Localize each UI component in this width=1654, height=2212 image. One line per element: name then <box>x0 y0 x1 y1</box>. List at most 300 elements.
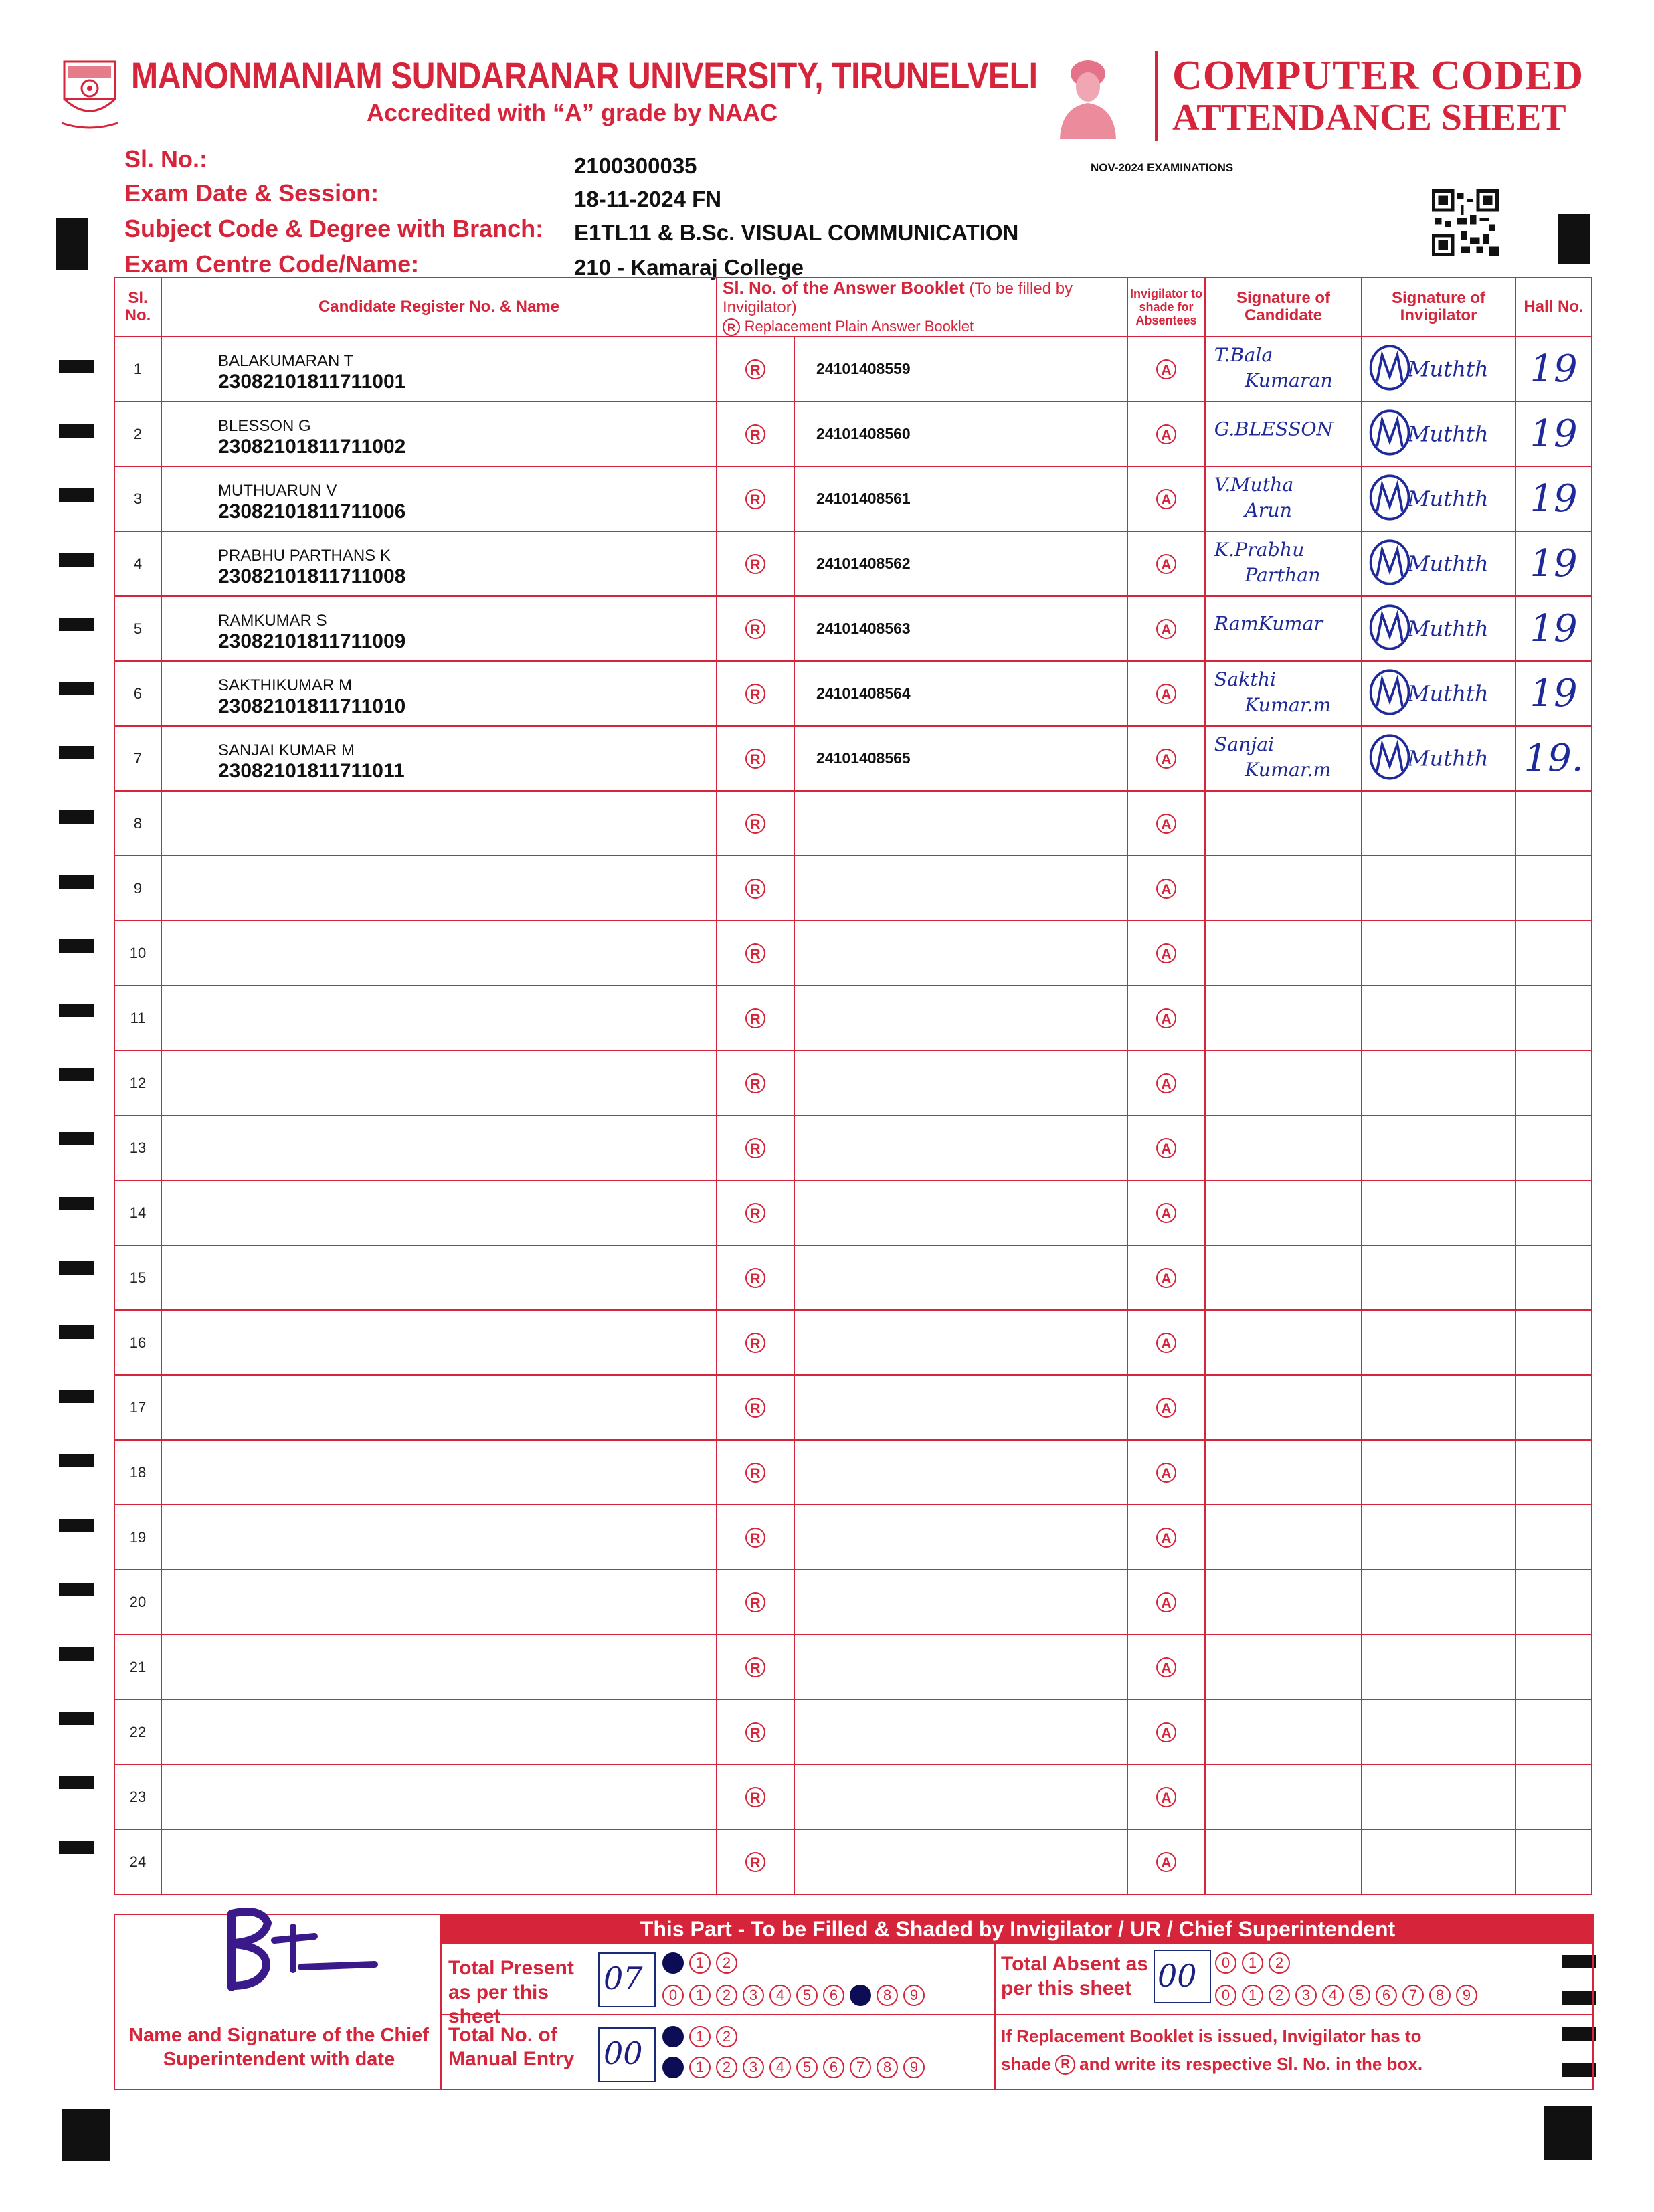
answer-booklet-number[interactable] <box>794 1505 1127 1570</box>
replacement-r-bubble[interactable]: R <box>745 1463 765 1483</box>
absentee-a-bubble[interactable]: A <box>1156 1528 1176 1548</box>
replacement-bubble-cell[interactable] <box>717 856 794 921</box>
hall-number-cell[interactable] <box>1515 466 1592 531</box>
answer-booklet-number[interactable] <box>794 1375 1127 1440</box>
replacement-bubble-cell[interactable] <box>717 921 794 986</box>
absentee-a-bubble[interactable]: A <box>1156 1657 1176 1677</box>
hall-number: 19 <box>1530 607 1578 650</box>
candidate-signature-cell[interactable] <box>1205 921 1362 986</box>
sheet-title-line2: ATTENDANCE SHEET <box>1172 97 1566 139</box>
total-absent-tens-bubbles[interactable] <box>1215 1952 1290 1974</box>
absentee-a-bubble[interactable]: A <box>1156 619 1176 639</box>
invigilator-signature-cell[interactable] <box>1362 1050 1515 1115</box>
absentee-bubble-cell[interactable] <box>1127 1375 1205 1440</box>
digit-bubble[interactable]: 9 <box>1456 1985 1477 2006</box>
absentee-a-bubble[interactable]: A <box>1156 1592 1176 1612</box>
absentee-bubble-cell[interactable] <box>1127 921 1205 986</box>
booklet-header-main: Sl. No. of the Answer Booklet <box>723 278 965 298</box>
absentee-a-bubble[interactable]: A <box>1156 1203 1176 1223</box>
hall-number-cell[interactable] <box>1515 1570 1592 1635</box>
timing-mark <box>59 1647 94 1661</box>
absentee-a-bubble[interactable]: A <box>1156 943 1176 963</box>
hall-number-cell[interactable] <box>1515 1050 1592 1115</box>
timing-mark <box>59 1519 94 1532</box>
hall-number-cell[interactable] <box>1515 1505 1592 1570</box>
answer-booklet-number[interactable] <box>794 1310 1127 1375</box>
hall-number-cell[interactable] <box>1515 661 1592 726</box>
hall-number-cell[interactable] <box>1515 726 1592 791</box>
candidate-signature-cell[interactable] <box>1205 1180 1362 1245</box>
invigilator-signature-cell[interactable] <box>1362 661 1515 726</box>
invigilator-signature-cell[interactable] <box>1362 1505 1515 1570</box>
absentee-a-bubble[interactable]: A <box>1156 1268 1176 1288</box>
hall-number-cell[interactable] <box>1515 1699 1592 1764</box>
hall-number-cell[interactable] <box>1515 856 1592 921</box>
absentee-a-bubble[interactable]: A <box>1156 1398 1176 1418</box>
candidate-signature-cell[interactable] <box>1205 1375 1362 1440</box>
digit-bubble[interactable]: 2 <box>716 1985 737 2006</box>
hall-number-cell[interactable] <box>1515 1764 1592 1829</box>
candidate-signature-cell[interactable] <box>1205 1050 1362 1115</box>
replacement-r-bubble[interactable]: R <box>745 1268 765 1288</box>
manual-entry-tens-bubbles[interactable] <box>662 2026 737 2047</box>
replacement-r-bubble[interactable]: R <box>745 879 765 899</box>
invigilator-signature-cell[interactable] <box>1362 1764 1515 1829</box>
hall-number-cell[interactable] <box>1515 1375 1592 1440</box>
invigilator-signature-cell[interactable] <box>1362 1829 1515 1894</box>
digit-bubble[interactable]: 6 <box>823 1985 844 2006</box>
invigilator-signature-cell[interactable] <box>1362 466 1515 531</box>
replacement-r-bubble[interactable]: R <box>745 489 765 509</box>
absentee-bubble-cell[interactable] <box>1127 1505 1205 1570</box>
hall-number-cell[interactable] <box>1515 401 1592 466</box>
absentee-bubble-cell[interactable] <box>1127 337 1205 401</box>
svg-text:Sanjai: Sanjai <box>1214 733 1275 755</box>
invigilator-signature-cell[interactable] <box>1362 1699 1515 1764</box>
absentee-a-bubble[interactable]: A <box>1156 684 1176 704</box>
svg-text:Sakthi: Sakthi <box>1214 668 1277 690</box>
replacement-bubble-cell[interactable] <box>717 726 794 791</box>
hall-number-cell[interactable] <box>1515 986 1592 1050</box>
hall-number-cell[interactable] <box>1515 337 1592 401</box>
replacement-r-bubble[interactable]: R <box>745 359 765 379</box>
absentee-a-bubble[interactable]: A <box>1156 359 1176 379</box>
candidate-cell <box>161 1635 717 1699</box>
answer-booklet-number[interactable]: 24101408562 <box>794 531 1127 596</box>
absentee-bubble-cell[interactable] <box>1127 1440 1205 1505</box>
row-sl-number: 7 <box>114 726 161 791</box>
total-present-tens-bubbles[interactable] <box>662 1952 737 1974</box>
candidate-signature-cell[interactable] <box>1205 596 1362 661</box>
digit-bubble[interactable]: 2 <box>716 2057 737 2078</box>
digit-bubble[interactable]: 3 <box>743 1985 764 2006</box>
answer-booklet-number[interactable]: 24101408561 <box>794 466 1127 531</box>
digit-bubble[interactable]: 0 <box>662 2057 684 2078</box>
invigilator-signature <box>1362 467 1515 527</box>
absentee-a-bubble[interactable]: A <box>1156 1008 1176 1028</box>
candidate-register-number: 23082101811711011 <box>218 759 405 782</box>
replacement-bubble-cell[interactable] <box>717 1245 794 1310</box>
absentee-a-bubble[interactable]: A <box>1156 814 1176 834</box>
candidate-signature-cell[interactable] <box>1205 1570 1362 1635</box>
invigilator-signature-cell[interactable] <box>1362 401 1515 466</box>
timing-mark <box>59 1841 94 1854</box>
absentee-a-bubble[interactable]: A <box>1156 1787 1176 1807</box>
replacement-r-bubble[interactable]: R <box>745 1073 765 1093</box>
hall-number-cell[interactable] <box>1515 596 1592 661</box>
absentee-a-bubble[interactable]: A <box>1156 749 1176 769</box>
replacement-r-bubble[interactable]: R <box>745 1138 765 1158</box>
digit-bubble[interactable]: 5 <box>1349 1985 1370 2006</box>
candidate-name: RAMKUMAR S <box>218 611 327 630</box>
booklet-header-sub: Replacement Plain Answer Booklet <box>744 318 974 335</box>
candidate-cell <box>161 986 717 1050</box>
absentee-a-bubble[interactable]: A <box>1156 1852 1176 1872</box>
row-sl-number: 3 <box>114 466 161 531</box>
absentee-a-bubble[interactable]: A <box>1156 1333 1176 1353</box>
candidate-cell <box>161 1310 717 1375</box>
replacement-r-bubble[interactable]: R <box>745 1657 765 1677</box>
invigilator-signature-cell[interactable] <box>1362 1570 1515 1635</box>
absentee-bubble-cell[interactable] <box>1127 466 1205 531</box>
hall-number-cell[interactable] <box>1515 921 1592 986</box>
digit-bubble[interactable]: 9 <box>903 1985 925 2006</box>
invigilator-signature-cell[interactable] <box>1362 1310 1515 1375</box>
digit-bubble[interactable]: 7 <box>850 1985 871 2006</box>
replacement-bubble-cell[interactable] <box>717 1570 794 1635</box>
table-row <box>114 1570 1592 1635</box>
hall-number-cell[interactable] <box>1515 1635 1592 1699</box>
answer-booklet-number[interactable]: 24101408564 <box>794 661 1127 726</box>
hall-number-cell[interactable] <box>1515 1115 1592 1180</box>
hall-number-cell[interactable] <box>1515 1829 1592 1894</box>
hall-number-cell[interactable] <box>1515 1245 1592 1310</box>
answer-booklet-number[interactable] <box>794 1699 1127 1764</box>
candidate-signature-cell[interactable] <box>1205 1505 1362 1570</box>
digit-bubble[interactable]: 2 <box>1269 1952 1290 1974</box>
answer-booklet-number[interactable]: 24101408560 <box>794 401 1127 466</box>
timing-mark <box>59 875 94 889</box>
candidate-signature <box>1206 727 1361 787</box>
table-row <box>114 986 1592 1050</box>
answer-booklet-number[interactable]: 24101408563 <box>794 596 1127 661</box>
svg-text:Kumaran: Kumaran <box>1245 369 1333 391</box>
row-sl-number: 18 <box>114 1440 161 1505</box>
invigilator-signature-cell[interactable] <box>1362 531 1515 596</box>
svg-text:Muthth: Muthth <box>1407 680 1489 707</box>
digit-bubble[interactable]: 8 <box>877 1985 898 2006</box>
replacement-bubble-cell[interactable] <box>717 531 794 596</box>
replacement-r-bubble[interactable]: R <box>745 1852 765 1872</box>
absentee-a-bubble[interactable]: A <box>1156 1138 1176 1158</box>
absentee-bubble-cell[interactable] <box>1127 726 1205 791</box>
absentee-bubble-cell[interactable] <box>1127 1570 1205 1635</box>
invigilator-signature-cell[interactable] <box>1362 1245 1515 1310</box>
digit-bubble[interactable]: 0 <box>1215 1952 1236 1974</box>
replacement-bubble-cell[interactable] <box>717 1310 794 1375</box>
replacement-bubble-cell[interactable] <box>717 1505 794 1570</box>
absentee-a-bubble[interactable]: A <box>1156 424 1176 444</box>
digit-bubble[interactable]: 8 <box>877 2057 898 2078</box>
answer-booklet-number[interactable]: 24101408565 <box>794 726 1127 791</box>
candidate-signature-cell[interactable] <box>1205 1440 1362 1505</box>
timing-mark <box>59 939 94 953</box>
absentee-bubble-cell[interactable] <box>1127 1180 1205 1245</box>
candidate-signature-cell[interactable] <box>1205 401 1362 466</box>
table-row <box>114 1245 1592 1310</box>
candidate-signature-cell[interactable] <box>1205 726 1362 791</box>
digit-bubble[interactable]: 9 <box>903 2057 925 2078</box>
answer-booklet-number[interactable] <box>794 1180 1127 1245</box>
replacement-bubble-cell[interactable] <box>717 401 794 466</box>
replacement-r-bubble[interactable]: R <box>745 1333 765 1353</box>
invigilator-signature-cell[interactable] <box>1362 1635 1515 1699</box>
absentee-bubble-cell[interactable] <box>1127 1050 1205 1115</box>
digit-bubble[interactable]: 2 <box>1269 1985 1290 2006</box>
replacement-bubble-cell[interactable] <box>717 1180 794 1245</box>
candidate-cell <box>161 1115 717 1180</box>
timing-mark <box>59 1712 94 1725</box>
digit-bubble[interactable]: 1 <box>689 2057 711 2078</box>
replacement-r-bubble[interactable]: R <box>745 1008 765 1028</box>
answer-booklet-number[interactable] <box>794 1050 1127 1115</box>
total-present-unit-bubbles[interactable] <box>662 1985 925 2006</box>
invigilator-signature-cell[interactable] <box>1362 856 1515 921</box>
hall-number-cell[interactable] <box>1515 1440 1592 1505</box>
invigilator-signature <box>1362 662 1515 722</box>
replacement-r-bubble[interactable]: R <box>745 1592 765 1612</box>
replacement-bubble-cell[interactable] <box>717 986 794 1050</box>
replacement-bubble-cell[interactable] <box>717 1635 794 1699</box>
replacement-r-bubble[interactable]: R <box>745 749 765 769</box>
candidate-signature-cell[interactable] <box>1205 531 1362 596</box>
replacement-note-rest: and write its respective Sl. No. in the box. <box>1079 2054 1423 2074</box>
candidate-signature <box>1206 337 1361 397</box>
col-invigilator-signature-header: Signature of Invigilator <box>1362 278 1515 337</box>
replacement-r-bubble[interactable]: R <box>745 814 765 834</box>
digit-bubble[interactable]: 4 <box>769 1985 791 2006</box>
replacement-r-bubble[interactable]: R <box>745 943 765 963</box>
total-absent-unit-bubbles[interactable] <box>1215 1985 1477 2006</box>
replacement-bubble-cell[interactable] <box>717 466 794 531</box>
digit-bubble[interactable]: 0 <box>1215 1985 1236 2006</box>
digit-bubble[interactable]: 7 <box>1402 1985 1424 2006</box>
digit-bubble[interactable]: 6 <box>1376 1985 1397 2006</box>
digit-bubble[interactable]: 8 <box>1429 1985 1451 2006</box>
attendance-table <box>114 277 1592 1895</box>
candidate-signature-cell[interactable] <box>1205 1764 1362 1829</box>
candidate-register-number: 23082101811711002 <box>218 435 406 458</box>
invigilator-signature-cell[interactable] <box>1362 1375 1515 1440</box>
digit-bubble[interactable]: 2 <box>716 2026 737 2047</box>
invigilator-signature <box>1362 727 1515 787</box>
answer-booklet-number[interactable] <box>794 1440 1127 1505</box>
candidate-cell <box>161 726 717 791</box>
invigilator-signature-cell[interactable] <box>1362 596 1515 661</box>
absentee-bubble-cell[interactable] <box>1127 1699 1205 1764</box>
replacement-bubble-cell[interactable] <box>717 661 794 726</box>
candidate-signature-cell[interactable] <box>1205 661 1362 726</box>
replacement-r-bubble[interactable]: R <box>745 424 765 444</box>
total-present-label: Total Present as per this sheet <box>448 1957 574 2027</box>
invigilator-signature <box>1362 337 1515 397</box>
digit-bubble[interactable]: 6 <box>823 2057 844 2078</box>
replacement-r-bubble[interactable]: R <box>745 1722 765 1742</box>
row-sl-number: 24 <box>114 1829 161 1894</box>
digit-bubble[interactable]: 7 <box>850 2057 871 2078</box>
hall-number-cell[interactable] <box>1515 791 1592 856</box>
absentee-a-bubble[interactable]: A <box>1156 1463 1176 1483</box>
absentee-a-bubble[interactable]: A <box>1156 879 1176 899</box>
absentee-bubble-cell[interactable] <box>1127 661 1205 726</box>
candidate-signature-cell[interactable] <box>1205 1829 1362 1894</box>
candidate-signature-cell[interactable] <box>1205 1310 1362 1375</box>
absentee-bubble-cell[interactable] <box>1127 986 1205 1050</box>
table-row <box>114 337 1592 401</box>
answer-booklet-number[interactable] <box>794 1245 1127 1310</box>
svg-text:Muthth: Muthth <box>1407 616 1489 642</box>
digit-bubble[interactable]: 3 <box>1295 1985 1317 2006</box>
digit-bubble[interactable]: 5 <box>796 1985 818 2006</box>
absentee-bubble-cell[interactable] <box>1127 1635 1205 1699</box>
timing-mark <box>59 1197 94 1210</box>
absentee-bubble-cell[interactable] <box>1127 1829 1205 1894</box>
answer-booklet-number[interactable] <box>794 1764 1127 1829</box>
replacement-r-bubble[interactable]: R <box>745 619 765 639</box>
candidate-cell <box>161 1570 717 1635</box>
answer-booklet-number[interactable] <box>794 986 1127 1050</box>
invigilator-signature-cell[interactable] <box>1362 791 1515 856</box>
footer-title-bar: This Part - To be Filled & Shaded by Invigilator / UR / Chief Superintendent <box>442 1914 1594 1944</box>
replacement-bubble-cell[interactable] <box>717 1375 794 1440</box>
replacement-r-bubble[interactable]: R <box>745 1787 765 1807</box>
replacement-bubble-cell[interactable] <box>717 1699 794 1764</box>
answer-booklet-number[interactable] <box>794 921 1127 986</box>
invigilator-signature-cell[interactable] <box>1362 1440 1515 1505</box>
digit-bubble[interactable]: 2 <box>716 1952 737 1974</box>
sheet-title-line1: COMPUTER CODED <box>1172 53 1584 98</box>
absentee-bubble-cell[interactable] <box>1127 531 1205 596</box>
digit-bubble[interactable]: 1 <box>689 1985 711 2006</box>
digit-bubble[interactable]: 1 <box>1242 1985 1263 2006</box>
candidate-signature-cell[interactable] <box>1205 1115 1362 1180</box>
replacement-r-bubble[interactable]: R <box>745 554 765 574</box>
timing-mark <box>59 618 94 631</box>
svg-text:T.Bala: T.Bala <box>1214 344 1273 366</box>
candidate-signature-cell[interactable] <box>1205 986 1362 1050</box>
hall-number-cell[interactable] <box>1515 531 1592 596</box>
replacement-bubble-cell[interactable] <box>717 596 794 661</box>
footer-divider <box>994 1944 996 2014</box>
candidate-signature-cell[interactable] <box>1205 1635 1362 1699</box>
university-logo <box>59 59 120 132</box>
invigilator-signature-cell[interactable] <box>1362 1180 1515 1245</box>
replacement-r-bubble[interactable]: R <box>745 1203 765 1223</box>
digit-bubble[interactable]: 5 <box>796 2057 818 2078</box>
digit-bubble[interactable]: 0 <box>662 2026 684 2047</box>
digit-bubble[interactable]: 1 <box>689 2026 711 2047</box>
replacement-r-bubble[interactable]: R <box>745 1528 765 1548</box>
digit-bubble[interactable]: 1 <box>689 1952 711 1974</box>
absentee-bubble-cell[interactable] <box>1127 1764 1205 1829</box>
answer-booklet-number[interactable] <box>794 1570 1127 1635</box>
invigilator-signature-cell[interactable] <box>1362 726 1515 791</box>
replacement-bubble-cell[interactable] <box>717 337 794 401</box>
invigilator-signature-cell[interactable] <box>1362 921 1515 986</box>
invigilator-signature-cell[interactable] <box>1362 337 1515 401</box>
invigilator-signature-cell[interactable] <box>1362 1115 1515 1180</box>
candidate-signature <box>1206 467 1361 527</box>
absentee-bubble-cell[interactable] <box>1127 791 1205 856</box>
table-row <box>114 1375 1592 1440</box>
digit-bubble[interactable]: 4 <box>1322 1985 1344 2006</box>
answer-booklet-number[interactable]: 24101408559 <box>794 337 1127 401</box>
answer-booklet-number[interactable] <box>794 791 1127 856</box>
answer-booklet-number[interactable] <box>794 1115 1127 1180</box>
timing-mark <box>59 1261 94 1275</box>
digit-bubble[interactable]: 1 <box>1242 1952 1263 1974</box>
candidate-signature-cell[interactable] <box>1205 466 1362 531</box>
replacement-bubble-cell[interactable] <box>717 1764 794 1829</box>
hall-number-cell[interactable] <box>1515 1180 1592 1245</box>
sl-no-value: 2100300035 <box>574 153 697 178</box>
candidate-cell <box>161 1764 717 1829</box>
answer-booklet-number[interactable] <box>794 1635 1127 1699</box>
candidate-signature-cell[interactable] <box>1205 1245 1362 1310</box>
absentee-a-bubble[interactable]: A <box>1156 1722 1176 1742</box>
answer-booklet-number[interactable] <box>794 1829 1127 1894</box>
table-row <box>114 596 1592 661</box>
timing-mark <box>59 1068 94 1081</box>
replacement-bubble-cell[interactable] <box>717 1440 794 1505</box>
replacement-bubble-cell[interactable] <box>717 791 794 856</box>
replacement-bubble-cell[interactable] <box>717 1829 794 1894</box>
replacement-r-bubble[interactable]: R <box>745 684 765 704</box>
founder-portrait <box>1054 52 1121 139</box>
candidate-signature-cell[interactable] <box>1205 856 1362 921</box>
digit-bubble[interactable]: 3 <box>743 2057 764 2078</box>
absentee-bubble-cell[interactable] <box>1127 596 1205 661</box>
absentee-a-bubble[interactable]: A <box>1156 489 1176 509</box>
candidate-cell <box>161 466 717 531</box>
digit-bubble[interactable]: 4 <box>769 2057 791 2078</box>
hall-number-cell[interactable] <box>1515 1310 1592 1375</box>
table-row <box>114 921 1592 986</box>
digit-bubble[interactable]: 0 <box>662 1952 684 1974</box>
replacement-bubble-cell[interactable] <box>717 1115 794 1180</box>
answer-booklet-number[interactable] <box>794 856 1127 921</box>
absentee-bubble-cell[interactable] <box>1127 1245 1205 1310</box>
absentee-bubble-cell[interactable] <box>1127 1310 1205 1375</box>
table-row <box>114 401 1592 466</box>
candidate-signature-cell[interactable] <box>1205 791 1362 856</box>
absentee-a-bubble[interactable]: A <box>1156 1073 1176 1093</box>
candidate-register-number: 23082101811711006 <box>218 500 406 523</box>
sl-no-label: Sl. No.: <box>124 145 207 173</box>
candidate-signature-cell[interactable] <box>1205 1699 1362 1764</box>
candidate-signature-cell[interactable] <box>1205 337 1362 401</box>
absentee-bubble-cell[interactable] <box>1127 401 1205 466</box>
manual-entry-unit-bubbles[interactable] <box>662 2057 925 2078</box>
absentee-a-bubble[interactable]: A <box>1156 554 1176 574</box>
replacement-r-bubble[interactable]: R <box>745 1398 765 1418</box>
replacement-bubble-cell[interactable] <box>717 1050 794 1115</box>
digit-bubble[interactable]: 0 <box>662 1985 684 2006</box>
invigilator-signature-cell[interactable] <box>1362 986 1515 1050</box>
candidate-cell <box>161 1245 717 1310</box>
absentee-bubble-cell[interactable] <box>1127 1115 1205 1180</box>
absentee-bubble-cell[interactable] <box>1127 856 1205 921</box>
